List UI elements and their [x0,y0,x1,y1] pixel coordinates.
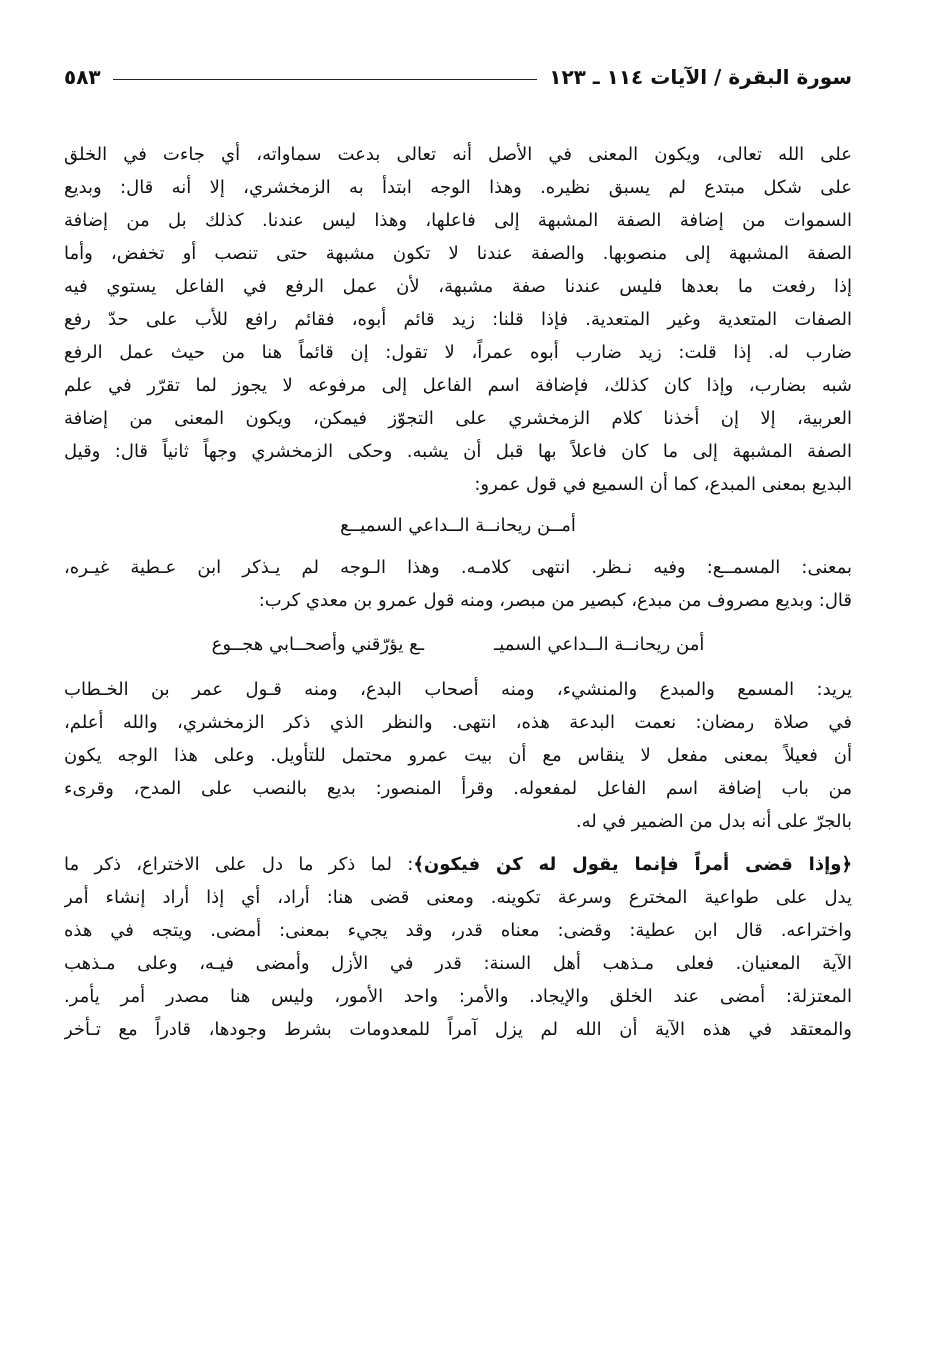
text-line: من باب إضافة اسم الفاعل لمفعوله. وقرأ المنصور: بديع بالنصب على المدح، وقرىء [64,778,852,799]
text-line: على الله تعالى، ويكون المعنى في الأصل أنه تعالى بدعت سماواته، أي جاءت في الخلق [64,144,852,165]
text-line: السموات من إضافة الصفة المشبهة إلى فاعلها، وهذا ليس عندنا. كذلك بل من إضافة [64,210,852,231]
header-rule [113,79,538,80]
page-body [64,138,852,1046]
paragraph-4 [64,848,852,1046]
text-line: الصفة المشبهة إلى منصوبها. والصفة عندنا لا تكون مشبهة حتى تنصب أو تخفض، وأما [64,243,852,264]
text-line: بالجرّ على أنه بدل من الضمير في له. [575,811,852,832]
text-line: والمعتقد في هذه الآية أن الله لم يزل آمراً للمعدومات بشرط وجودها، قادراً مع تـأخر [64,1019,852,1040]
commentary-text: : لما ذكر ما دل على الاختراع، ذكر ما [64,854,414,875]
text-line: أن فعيلاً بمعنى مفعل لا ينقاس مع أن بيت عمرو محتمل للتأويل. وعلى هذا الوجه يكون [64,745,852,766]
verse-hemistich: أمــن ريحانــة الــداعي السميــع [340,515,576,536]
text-line: البديع بمعنى المبدع، كما أن السميع في قول عمرو: [474,474,852,495]
text-line: إذا رفعت ما بعدها فليس عندنا صفة مشبهة، لأن عمل الرفع في الفاعل يستوي فيه [64,276,852,297]
text-line: واختراعه. قال ابن عطية: وقضى: معناه قدر، وقد يجيء بمعنى: أمضى. ويتجه في هذه [64,920,852,941]
running-header [64,60,852,94]
verse-couplet [64,617,852,673]
verse-first-hemistich: أمن ريحانــة الــداعي السميـ [494,634,705,655]
text-line [64,848,852,881]
text-line: يريد: المسمع والمبدع والمنشيء، ومنه أصحاب البدع، ومنه قـول عمر بن الخـطاب [64,679,852,700]
text-line: قال: وبديع مصروف من مبدع، كبصير من مبصر، ومنه قول عمرو بن معدي كرب: [258,590,852,611]
verse-second-hemistich: ـع يؤرّقني وأصحــابي هجــوع [211,634,424,655]
text-line: العربية، إلا إن أخذنا كلام الزمخشري على التجوّز فيمكن، ويكون المعنى من إضافة [64,408,852,429]
text-line: شبه بضارب، وإذا كان كذلك، فإضافة اسم الفاعل إلى مرفوعه لا يجوز لما تقرّر في علم [64,375,852,396]
text-line: في صلاة رمضان: نعمت البدعة هذه، انتهى. والنظر الذي ذكر الزمخشري، والله أعلم، [64,712,852,733]
text-line: ضارب له. إذا قلت: زيد ضارب أبوه عمراً، لا تقول: إن قائماً هنا من حيث عمل الرفع [64,342,852,363]
text-line: على شكل مبتدع لم يسبق نظيره. وهذا الوجه ابتدأ به الزمخشري، إلا أنه قال: وبديع [64,177,852,198]
text-line: يدل على طواعية المخترع وسرعة تكوينه. ومعنى قضى هنا: أراد، أي إذا أراد إنشاء أمر [64,887,852,908]
quran-verse: ﴿وإذا قضى أمراً فإنما يقول له كن فيكون﴾ [413,854,852,875]
page-number: ٥٨٣ [64,65,101,89]
text-line: المعتزلة: أمضى عند الخلق والإيجاد. والأمر: واحد الأمور، وليس هنا مصدر أمر يأمر. [64,986,852,1007]
text-line: الصفة المشبهة إلى ما كان فاعلاً بها قبل أن يشبه. وحكى الزمخشري وجهاً ثانياً قال: وقيل [64,441,852,462]
paragraph-2 [64,551,852,617]
text-line: بمعنى: المسمــع: وفيه نـظر. انتهى كلامـه. وهذا الـوجه لم يـذكر ابن عـطية غيـره، [64,557,852,578]
paragraph-1 [64,138,852,501]
text-line: الصفات المتعدية وغير المتعدية. فإذا قلنا: زيد قائم أبوه، فقائم رافع للأب على حدّ رفع [64,309,852,330]
header-title: سورة البقرة / الآيات ١١٤ ـ ١٢٣ [549,65,852,89]
paragraph-3 [64,673,852,838]
text-line: الآية المعنيان. فعلى مـذهب أهل السنة: قدر في الأزل وأمضى فيـه، وعلى مـذهب [64,953,852,974]
